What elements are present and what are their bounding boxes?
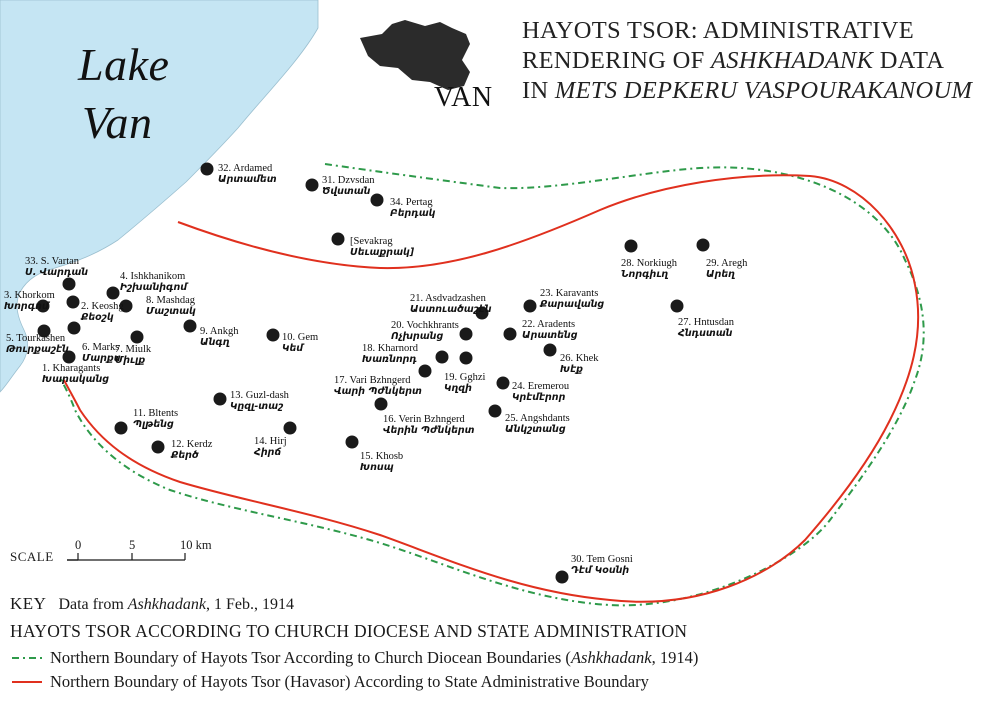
title-line-2c: DATA (873, 47, 945, 74)
key-source (10, 594, 294, 614)
legend-church-text-c: , 1914) (651, 648, 699, 667)
village-label-25: 25. Angshdants Անկշտանց (505, 413, 570, 435)
village-dot-23 (524, 300, 537, 313)
village-dot-2 (67, 296, 80, 309)
village-dot-28 (625, 240, 638, 253)
village-label-33: 33. S. Vartan Ս. Վարդան (25, 256, 89, 278)
village-label-23: 23. Karavants Քարավանց (540, 288, 605, 310)
van-inset-shape (360, 20, 470, 90)
village-dot-31 (306, 179, 319, 192)
village-dot-12 (152, 441, 165, 454)
village-label-24: 24. Eremerou Կրէմէրոր (512, 381, 570, 403)
village-label-2: 2. Keoshg Քեօշկ (81, 301, 124, 323)
village-label-26: 26. Khek Խէք (560, 353, 599, 375)
village-label-5: 5. Tourkashen Թուրքաշէն (6, 333, 69, 355)
lake-label-line2: Van (82, 97, 153, 148)
village-dot-16 (375, 398, 388, 411)
village-dot-14 (284, 422, 297, 435)
village-label-1: 1. Kharagants Խարականց (42, 363, 110, 385)
title-line-3b: METS DEPKERU VASPOURAKANOUM (554, 77, 973, 104)
village-label-15: 15. Khosb Խոսպ (360, 451, 404, 473)
legend-church-text-a: Northern Boundary of Hayots Tsor According to Church Diocean Boundaries ( (50, 648, 571, 667)
village-label-4: 4. Ishkhanikom Իշխանիգոմ (120, 271, 188, 293)
village-dot-24 (497, 377, 510, 390)
village-label-17: 17. Vari Bzhngerd Վարի Պժնկերտ (334, 375, 422, 397)
village-label-16: 16. Verin Bzhngerd Վերին Պժնկերտ (383, 414, 475, 436)
village-dot-30 (556, 571, 569, 584)
village-dot-4 (107, 287, 120, 300)
village-label-10: 10. Gem Կեմ (282, 332, 319, 354)
map-title (522, 16, 992, 106)
village-label-13: 13. Guzl-dash Կըզլ-տաշ (230, 390, 289, 412)
village-label-19: 19. Gghzi Կղզի (444, 372, 486, 394)
village-dot-26 (544, 344, 557, 357)
village-label-32: 32. Ardamed Արտամետ (218, 163, 277, 185)
village-dot-22 (504, 328, 517, 341)
village-label-18: 18. Kharnord Խառնորդ (362, 343, 418, 365)
village-dots (37, 163, 710, 584)
village-label-11: 11. Bltents Պլթենց (133, 408, 179, 430)
village-label-31: 31. Dzvsdan Ծվստան (322, 175, 375, 197)
village-label-34: 34. Pertag Բերդակ (390, 197, 436, 219)
village-dot-11 (115, 422, 128, 435)
scale-bar (67, 553, 185, 560)
legend-church-line-swatch (10, 653, 44, 663)
village-dot-7 (131, 331, 144, 344)
village-dot-10 (267, 329, 280, 342)
title-line-2 (522, 46, 992, 76)
key-source-b: Ashkhadank (127, 596, 206, 613)
title-line-1: HAYOTS TSOR: ADMINISTRATIVE (522, 17, 914, 44)
van-inset-label: VAN (434, 82, 493, 113)
legend-state-line-swatch (10, 677, 44, 687)
village-label-27: 27. Hntusdan Հնդստան (678, 317, 734, 339)
village-label-7: 7. Miulk Միւլք (115, 344, 152, 366)
title-line-2a: RENDERING OF (522, 47, 712, 74)
village-label-22: 22. Aradents Արատենց (522, 319, 578, 341)
village-dot-15 (346, 436, 359, 449)
title-line-2b: ASHKHADANK (711, 47, 874, 74)
legend-church-text-b: Ashkhadank (570, 648, 652, 667)
village-label-6: 6. Marks Մարքս (82, 342, 121, 364)
village-label-9: 9. Ankgh Անգղ (200, 326, 239, 348)
village-dot-29 (697, 239, 710, 252)
village-label-sevakrag: [Sevakrag Սեւաքրակ] (350, 236, 415, 258)
scale-tick-5: 5 (129, 538, 136, 552)
village-label-21: 21. Asdvadzashen Աստուածաշէն (410, 293, 492, 315)
scale-tick-0: 0 (75, 538, 82, 552)
village-label-29: 29. Aregh Արեղ (706, 258, 748, 280)
scale-tick-10: 10 km (180, 538, 212, 552)
village-dot-6 (68, 322, 81, 335)
village-label-30: 30. Tem Gosni Դէմ Կօսնի (571, 554, 633, 576)
legend-state-boundary (10, 672, 649, 692)
village-dot-13 (214, 393, 227, 406)
key-source-a: Data from (58, 596, 128, 613)
village-label-12: 12. Kerdz Քերծ (171, 439, 213, 461)
village-dot-9 (184, 320, 197, 333)
title-line-3 (522, 76, 992, 106)
village-label-14: 14. Hirj Հիրճ (254, 436, 287, 458)
village-dot-20 (460, 328, 473, 341)
village-label-20: 20. Vochkhrants Ոչխրանց (391, 320, 459, 342)
title-line-3a: IN (522, 77, 555, 104)
village-dot-33 (63, 278, 76, 291)
village-label-8: 8. Mashdag Մաշտակ (146, 295, 196, 317)
village-dot-18 (436, 351, 449, 364)
key-word: KEY (10, 594, 47, 613)
village-label-28: 28. Norkiugh Նորգիւղ (621, 258, 677, 280)
village-dot-sevakrag (332, 233, 345, 246)
village-dot-27 (671, 300, 684, 313)
scale-label: SCALE (10, 549, 54, 564)
village-dot-19 (460, 352, 473, 365)
key-heading: HAYOTS TSOR ACCORDING TO CHURCH DIOCESE AND STATE ADMINISTRATION (10, 621, 688, 641)
village-dot-32 (201, 163, 214, 176)
legend-church-boundary (10, 648, 698, 668)
lake-label-line1: Lake (78, 39, 170, 90)
village-dot-25 (489, 405, 502, 418)
legend-state-text: Northern Boundary of Hayots Tsor (Havasor) According to State Administrative Boundary (50, 672, 649, 691)
key-source-c: , 1 Feb., 1914 (205, 596, 294, 613)
village-label-3: 3. Khorkom Խորգոմ (4, 290, 55, 312)
